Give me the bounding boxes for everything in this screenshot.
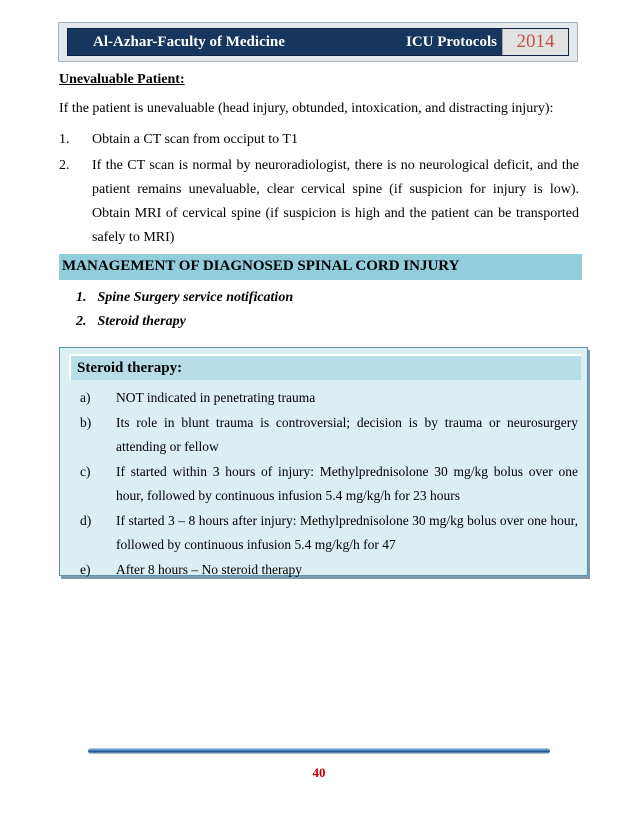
list-item bbox=[59, 128, 579, 152]
section-title: Unevaluable Patient: bbox=[59, 72, 185, 87]
page-number: 40 bbox=[312, 765, 326, 780]
list-letter: c) bbox=[80, 464, 91, 479]
list-item bbox=[59, 154, 579, 250]
list-letter: d) bbox=[80, 513, 92, 528]
management-heading: MANAGEMENT OF DIAGNOSED SPINAL CORD INJURY bbox=[59, 254, 582, 280]
list-item bbox=[76, 310, 293, 334]
management-list bbox=[76, 286, 293, 334]
header-banner bbox=[67, 28, 569, 56]
list-item bbox=[80, 558, 578, 582]
list-number: 1. bbox=[76, 290, 87, 305]
list-item bbox=[80, 460, 578, 508]
list-text: NOT indicated in penetrating trauma bbox=[116, 390, 316, 405]
page-header bbox=[58, 22, 578, 62]
list-text: If started 3 – 8 hours after injury: Methylprednisolone 30 mg/kg bolus over one hour, followed by continuous infusion 5.4 mg/kg/h for 47 bbox=[116, 513, 578, 552]
list-text: Its role in blunt trauma is controversial; decision is by trauma or neurosurgery attending or fellow bbox=[116, 415, 578, 454]
list-letter: e) bbox=[80, 562, 91, 577]
list-text: If started within 3 hours of injury: Methylprednisolone 30 mg/kg bolus over one hour, followed by continuous infusion 5.4 mg/kg/h for 23 hours bbox=[116, 464, 578, 503]
list-text: Obtain a CT scan from occiput to T1 bbox=[92, 132, 298, 147]
header-year: 2014 bbox=[502, 29, 568, 55]
list-text: If the CT scan is normal by neuroradiologist, there is no neurological deficit, and the patient remains unevaluable, clear cervical spine (if suspicion for injury is low). Obtain MRI of cervical spine (if suspicion is high and the patient can be transported safely to MRI) bbox=[92, 158, 579, 245]
header-protocol: ICU Protocols bbox=[406, 34, 497, 50]
section-intro: If the patient is unevaluable (head injury, obtunded, intoxication, and distracting injury): bbox=[59, 101, 554, 116]
list-number: 2. bbox=[76, 314, 87, 329]
list-number: 2. bbox=[59, 158, 70, 173]
list-text: After 8 hours – No steroid therapy bbox=[116, 562, 302, 577]
footer-divider bbox=[88, 748, 550, 754]
steroid-therapy-box bbox=[59, 347, 588, 576]
list-item bbox=[76, 286, 293, 310]
numbered-list bbox=[59, 128, 579, 252]
list-letter: b) bbox=[80, 415, 92, 430]
list-item bbox=[80, 509, 578, 557]
box-title: Steroid therapy: bbox=[69, 354, 581, 380]
header-school: Al-Azhar-Faculty of Medicine bbox=[93, 34, 285, 50]
list-number: 1. bbox=[59, 132, 70, 147]
list-text: Spine Surgery service notification bbox=[97, 290, 294, 305]
list-text: Steroid therapy bbox=[97, 314, 186, 329]
list-item bbox=[80, 411, 578, 459]
steroid-list bbox=[80, 386, 578, 583]
list-letter: a) bbox=[80, 390, 91, 405]
list-item bbox=[80, 386, 578, 410]
